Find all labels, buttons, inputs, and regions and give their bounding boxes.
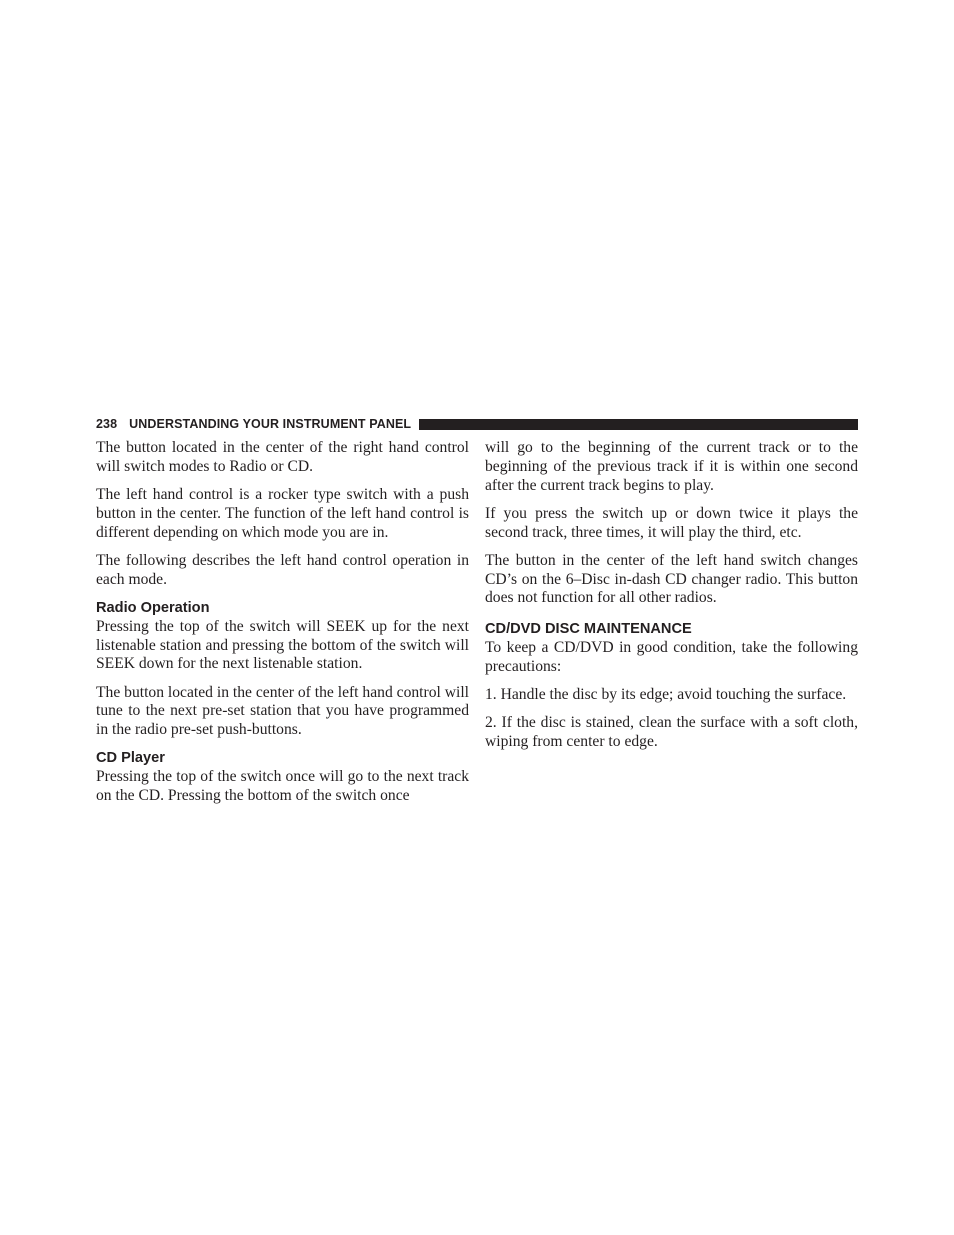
paragraph: The button located in the center of the left hand control will tune to the next pre-set station that you have programmed in the radio pre-set push-buttons. xyxy=(96,683,469,739)
header-rule xyxy=(419,419,858,430)
paragraph: The left hand control is a rocker type switch with a push button in the center. The function of the left hand control is different depending on which mode you are in. xyxy=(96,485,469,541)
page-header xyxy=(96,416,858,432)
paragraph: The button in the center of the left hand switch changes CD’s on the 6–Disc in-dash CD changer radio. This button does not function for all other radios. xyxy=(485,551,858,607)
paragraph: If you press the switch up or down twice it plays the second track, three times, it will play the third, etc. xyxy=(485,504,858,541)
paragraph: The following describes the left hand control operation in each mode. xyxy=(96,551,469,588)
paragraph: will go to the beginning of the current track or to the beginning of the previous track if it is within one second after the current track begins to play. xyxy=(485,439,858,494)
left-column xyxy=(96,439,469,815)
radio-operation-heading: Radio Operation xyxy=(96,599,210,616)
paragraph: The button located in the center of the right hand control will switch modes to Radio or CD. xyxy=(96,439,469,475)
paragraph: 1. Handle the disc by its edge; avoid touching the surface. xyxy=(485,686,847,704)
cd-player-heading: CD Player xyxy=(96,750,165,767)
paragraph: Pressing the top of the switch once will go to the next track on the CD. Pressing the bottom of the switch once xyxy=(96,768,469,805)
paragraph: To keep a CD/DVD in good condition, take the following precautions: xyxy=(485,639,858,675)
right-column xyxy=(485,439,858,761)
paragraph: Pressing the top of the switch will SEEK up for the next listenable station and pressing the bottom of the switch will SEEK down for the next listenable station. xyxy=(96,617,469,673)
disc-maintenance-heading: CD/DVD DISC MAINTENANCE xyxy=(485,621,692,638)
paragraph: 2. If the disc is stained, clean the surface with a soft cloth, wiping from center to edge. xyxy=(485,714,858,751)
page-number: 238 xyxy=(96,417,118,431)
section-title: UNDERSTANDING YOUR INSTRUMENT PANEL xyxy=(129,417,412,431)
